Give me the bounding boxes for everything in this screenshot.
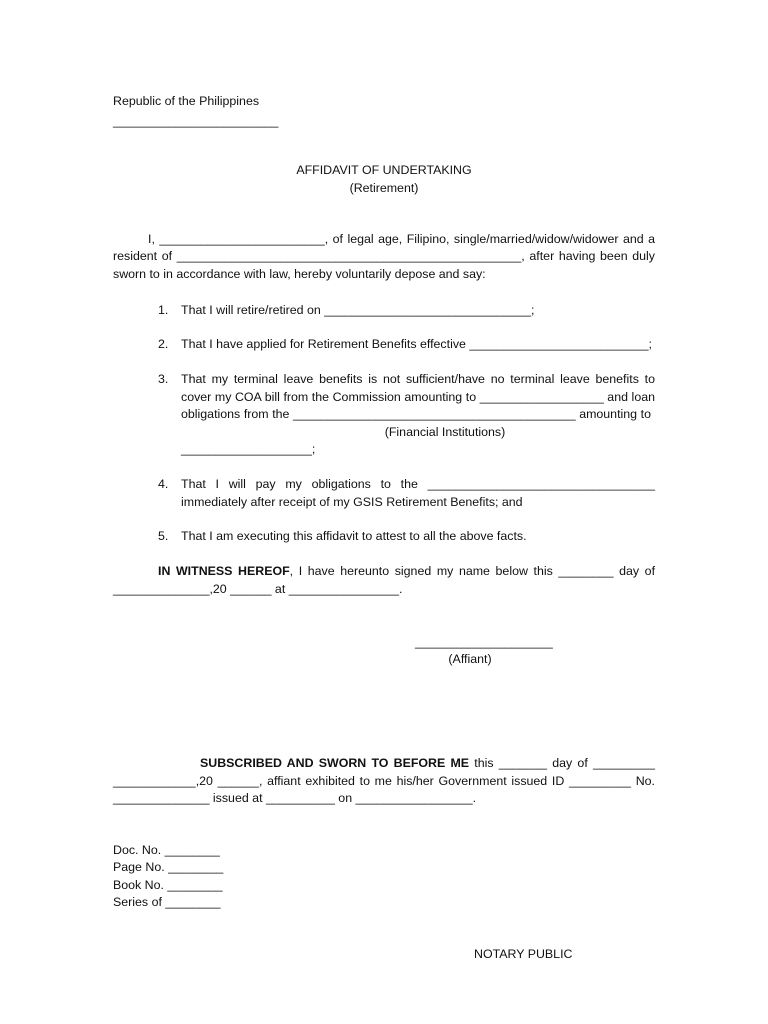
witness-line-1 [158, 563, 655, 581]
item-5-number: 5. [158, 529, 169, 543]
item-4-number: 4. [158, 477, 169, 491]
jurat-line-3: ______________ issued at __________ on _________________. [113, 791, 477, 805]
item-3-line-4: ___________________; [181, 442, 316, 456]
item-3-line-1: That my terminal leave benefits is not sufficient/have no terminal leave benefits to [181, 372, 655, 386]
series-of-field: Series of ________ [113, 895, 221, 909]
item-4-line-2: immediately after receipt of my GSIS Retirement Benefits; and [181, 495, 523, 509]
witness-rest: , I have hereunto signed my name below this ________ day of [289, 564, 656, 578]
item-3-line-2: cover my COA bill from the Commission amounting to __________________ and loan [181, 390, 655, 404]
item-3-number: 3. [158, 372, 169, 386]
doc-no-field: Doc. No. ________ [113, 843, 220, 857]
witness-bold: IN WITNESS HEREOF [158, 564, 290, 578]
intro-line-2: resident of __________________________________________________, after having been duly [113, 249, 655, 263]
financial-institutions-caption: (Financial Institutions) [384, 425, 506, 439]
intro-line-1: I, ________________________, of legal age, Filipino, single/married/widow/widower and a [148, 232, 655, 246]
republic-heading: Republic of the Philippines [113, 94, 260, 108]
item-5-text: That I am executing this affidavit to attest to all the above facts. [181, 529, 527, 543]
book-no-field: Book No. ________ [113, 878, 223, 892]
affiant-signature-line: ____________________ [415, 635, 553, 649]
document-title: AFFIDAVIT OF UNDERTAKING [296, 163, 472, 177]
jurat-line-1 [200, 755, 655, 773]
intro-line-3: sworn to in accordance with law, hereby voluntarily depose and say: [113, 267, 486, 281]
location-blank: ________________________ [113, 114, 279, 128]
page-no-field: Page No. ________ [113, 860, 224, 874]
item-3-line-3: obligations from the _________________________________________ amounting to [181, 407, 651, 421]
item-1-text: That I will retire/retired on ______________________________; [181, 303, 535, 317]
item-2-text: That I have applied for Retirement Benefits effective __________________________; [181, 337, 652, 351]
jurat-line-2: ____________,20 ______, affiant exhibited to me his/her Government issued ID _________ No. [113, 774, 655, 788]
item-2-number: 2. [158, 337, 169, 351]
witness-line-2: ______________,20 ______ at ________________. [113, 582, 403, 596]
jurat-rest: this _______ day of _________ [469, 756, 655, 770]
item-1-number: 1. [158, 303, 169, 317]
jurat-bold: SUBSCRIBED AND SWORN TO BEFORE ME [200, 756, 470, 770]
notary-public-label: NOTARY PUBLIC [474, 947, 573, 961]
affiant-label: (Affiant) [448, 652, 492, 666]
item-4-line-1: That I will pay my obligations to the _________________________________ [181, 477, 655, 491]
document-subtitle: (Retirement) [349, 181, 419, 195]
